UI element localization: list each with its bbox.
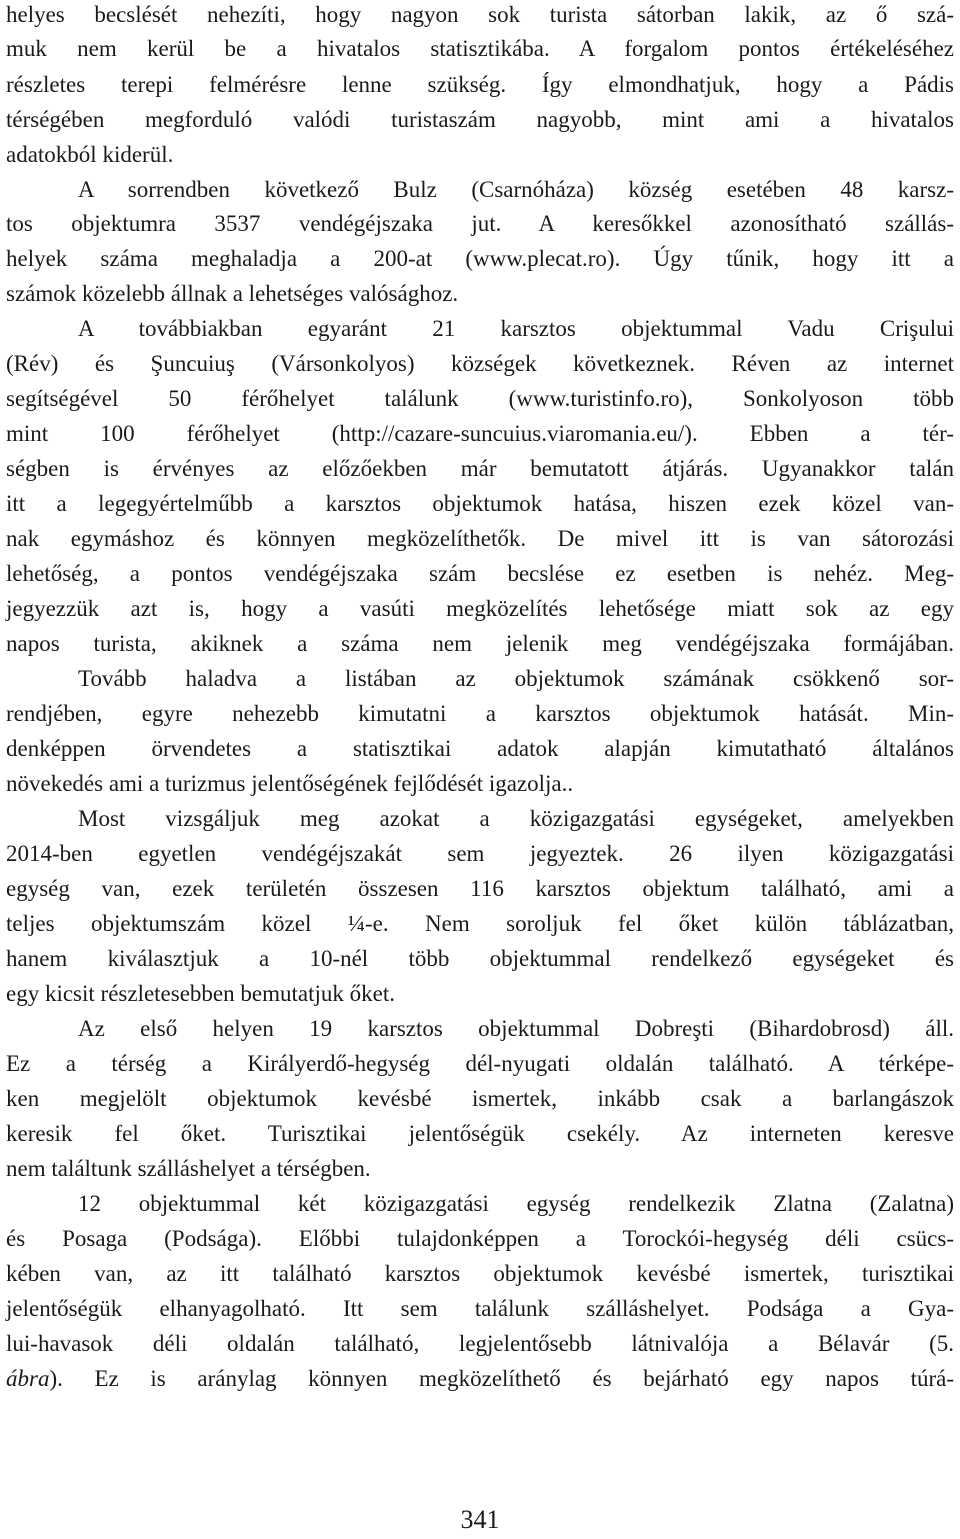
text-line: térségében megforduló valódi turistaszám nagyobb, mint ami a hivatalos <box>6 107 954 132</box>
text-line: és Posaga (Podsága). Előbbi tulajdonképpen a Torockói-hegység déli csücs- <box>6 1226 954 1251</box>
text-line: egy kicsit részletesebben bemutatjuk őket. <box>6 981 395 1006</box>
text-line: teljes objektumszám közel ¼-e. Nem soroljuk fel őket külön táblázatban, <box>6 911 954 936</box>
text-line: ségben is érvényes az előzőekben már bemutatott átjárás. Ugyanakkor talán <box>6 456 954 481</box>
text-line: rendjében, egyre nehezebb kimutatni a karsztos objektumok hatását. Min- <box>6 701 954 726</box>
text-line: adatokból kiderül. <box>6 142 174 167</box>
text-line: 2014-ben egyetlen vendégéjszakát sem jegyeztek. 26 ilyen közigazgatási <box>6 841 954 866</box>
text-line: muk nem kerül be a hivatalos statisztikába. A forgalom pontos értékeléséhez <box>6 36 954 61</box>
text-line: növekedés ami a turizmus jelentőségének fejlődését igazolja.. <box>6 771 574 796</box>
text-line: lehetőség, a pontos vendégéjszaka szám becslése ez esetben is nehéz. Meg- <box>6 561 954 586</box>
page-number: 341 <box>460 1505 500 1534</box>
text-line: jegyezzük azt is, hogy a vasúti megközelítés lehetősége miatt sok az egy <box>6 596 954 621</box>
text-line: helyek száma meghaladja a 200-at (www.plecat.ro). Úgy tűnik, hogy itt a <box>6 246 954 271</box>
text-line: jelentőségük elhanyagolható. Itt sem találunk szálláshelyet. Podsága a Gya- <box>6 1296 954 1321</box>
text-line: napos turista, akiknek a száma nem jelenik meg vendégéjszaka formájában. <box>6 631 954 656</box>
text-line: Most vizsgáljuk meg azokat a közigazgatási egységeket, amelyekben <box>78 806 954 831</box>
text-line: 12 objektummal két közigazgatási egység rendelkezik Zlatna (Zalatna) <box>78 1191 954 1216</box>
text-line: ken megjelölt objektumok kevésbé ismertek, inkább csak a barlangászok <box>6 1086 954 1111</box>
text-line: segítségével 50 férőhelyet találunk (www.turistinfo.ro), Sonkolyoson több <box>6 386 954 411</box>
text-line: A sorrendben következő Bulz (Csarnóháza) község esetében 48 karsz- <box>78 177 954 202</box>
text-line: Ez a térség a Királyerdő-hegység dél-nyugati oldalán található. A térképe- <box>6 1051 954 1076</box>
text-line: hanem kiválasztjuk a 10-nél több objektummal rendelkező egységeket és <box>6 946 954 971</box>
text-line: (Rév) és Şuncuiuş (Vársonkolyos) községek következnek. Réven az internet <box>6 351 954 376</box>
text-line: keresik fel őket. Turisztikai jelentőségük csekély. Az interneten keresve <box>6 1121 954 1146</box>
document-page <box>6 0 954 1539</box>
text-line: részletes terepi felmérésre lenne szükség. Így elmondhatjuk, hogy a Pádis <box>6 72 954 97</box>
text-line: helyes becslését nehezíti, hogy nagyon sok turista sátorban lakik, az ő szá- <box>6 2 954 27</box>
text-line: A továbbiakban egyaránt 21 karsztos objektummal Vadu Crişului <box>78 316 954 341</box>
text-line: tos objektumra 3537 vendégéjszaka jut. A keresőkkel azonosítható szállás- <box>6 211 954 236</box>
text-line: nem találtunk szálláshelyet a térségben. <box>6 1156 371 1181</box>
text-line: Az első helyen 19 karsztos objektummal Dobreşti (Bihardobrosd) áll. <box>78 1016 954 1041</box>
text-line: egység van, ezek területén összesen 116 karsztos objektum található, ami a <box>6 876 954 901</box>
figure-reference: ábra <box>6 1366 50 1391</box>
text-line: kében van, az itt található karsztos objektumok kevésbé ismertek, turisztikai <box>6 1261 954 1286</box>
text-line: itt a legegyértelműbb a karsztos objektumok hatása, hiszen ezek közel van- <box>6 491 954 516</box>
text-line: denképpen örvendetes a statisztikai adatok alapján kimutatható általános <box>6 736 954 761</box>
text-line: ábra). Ez is aránylag könnyen megközelíthető és bejárható egy napos túrá- <box>6 1366 954 1391</box>
text-line: lui-havasok déli oldalán található, legjelentősebb látnivalója a Bélavár (5. <box>6 1331 954 1356</box>
text-line: nak egymáshoz és könnyen megközelíthetők. De mivel itt is van sátorozási <box>6 526 954 551</box>
text-line: számok közelebb állnak a lehetséges valósághoz. <box>6 281 459 306</box>
text-line: mint 100 férőhelyet (http://cazare-suncuius.viaromania.eu/). Ebben a tér- <box>6 421 954 446</box>
text-line: Tovább haladva a listában az objektumok számának csökkenő sor- <box>78 666 954 691</box>
